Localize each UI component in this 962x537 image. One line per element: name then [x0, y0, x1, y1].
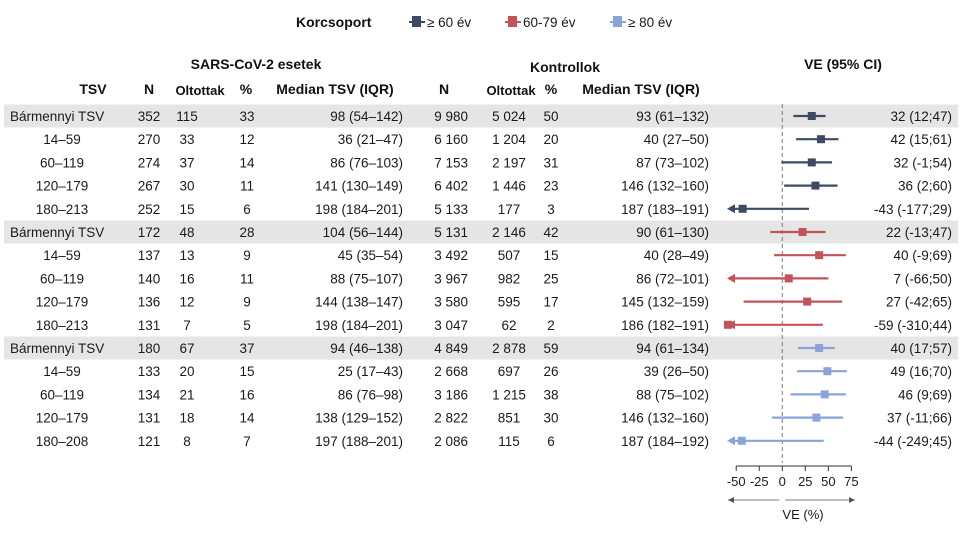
cell-vaccinated-cases: 67: [179, 341, 195, 356]
cell-vaccinated-controls: 1 204: [492, 132, 526, 148]
ci-mark: [727, 204, 809, 213]
cell-tsv: Bármennyi TSV: [10, 341, 105, 356]
cell-median-cases: 138 (129–152): [315, 410, 403, 426]
column-headers: [79, 56, 882, 98]
header-ve: VE (95% CI): [804, 56, 882, 72]
cell-tsv: 180–213: [35, 201, 89, 217]
cell-ve-ci: 7 (-66;50): [893, 271, 952, 287]
header-median-controls: Median TSV (IQR): [582, 81, 700, 97]
cell-vaccinated-controls: 697: [497, 364, 521, 380]
table-row: [36, 202, 952, 217]
cell-tsv: 60–119: [39, 387, 85, 403]
point-estimate: [739, 205, 747, 213]
point-estimate: [724, 321, 732, 329]
cell-vaccinated-controls: 2 197: [492, 155, 526, 171]
cell-median-cases: 88 (75–107): [330, 271, 403, 287]
cell-vaccinated-cases: 7: [183, 317, 191, 333]
cell-median-controls: 146 (132–160): [621, 178, 709, 194]
cell-n-controls: 2 668: [434, 364, 468, 380]
cell-tsv: 60–119: [39, 155, 85, 171]
cell-pct-cases: 15: [239, 364, 255, 380]
cell-n-controls: 6 160: [434, 132, 468, 148]
point-estimate: [815, 344, 823, 352]
legend: [296, 14, 672, 30]
cell-pct-controls: 31: [543, 155, 559, 171]
cell-vaccinated-cases: 115: [176, 109, 198, 124]
cell-median-cases: 86 (76–103): [330, 155, 403, 171]
ci-mark: [774, 251, 846, 259]
cell-tsv: 60–119: [39, 271, 85, 287]
header-n-cases: N: [143, 81, 155, 97]
cell-n-controls: 9 980: [434, 109, 468, 124]
cell-pct-controls: 25: [543, 271, 559, 287]
cell-n-controls: 3 492: [434, 248, 468, 264]
cell-median-controls: 146 (132–160): [621, 410, 709, 426]
cell-vaccinated-cases: 30: [179, 178, 195, 194]
cell-n-controls: 6 402: [434, 178, 468, 194]
cell-n-cases: 274: [137, 155, 161, 171]
cell-vaccinated-controls: 851: [497, 410, 521, 426]
cell-tsv: Bármennyi TSV: [10, 225, 105, 240]
cell-median-cases: 36 (21–47): [337, 132, 403, 148]
x-axis-label: VE (%): [782, 507, 824, 522]
arrow-head-left: [728, 497, 734, 503]
cell-pct-controls: 38: [543, 387, 559, 403]
legend-label: ≥ 60 év: [427, 15, 472, 30]
x-tick-label: 0: [778, 474, 786, 489]
cell-ve-ci: 40 (-9;69): [893, 248, 952, 264]
cell-n-controls: 7 153: [434, 155, 468, 171]
cell-vaccinated-cases: 21: [179, 387, 195, 403]
ci-arrow: [727, 204, 735, 213]
cell-tsv: 180–213: [35, 317, 89, 333]
legend-swatch: [508, 16, 517, 27]
cell-vaccinated-cases: 8: [183, 433, 191, 449]
cell-median-controls: 87 (73–102): [636, 155, 709, 171]
cell-vaccinated-controls: 1 446: [492, 178, 526, 194]
cell-n-cases: 267: [137, 178, 161, 194]
cell-vaccinated-cases: 16: [179, 271, 195, 287]
cell-pct-cases: 11: [239, 271, 255, 287]
ci-mark: [796, 135, 838, 143]
cell-vaccinated-cases: 37: [179, 155, 195, 171]
cell-pct-controls: 23: [543, 178, 559, 194]
x-tick-label: 25: [798, 474, 813, 489]
cell-ve-ci: 27 (-42;65): [885, 294, 952, 310]
cell-n-cases: 252: [137, 201, 161, 217]
ci-mark: [784, 182, 837, 190]
x-tick-label: 75: [844, 474, 859, 489]
cell-median-controls: 93 (61–132): [636, 109, 709, 124]
cell-n-cases: 172: [137, 225, 161, 240]
cell-median-cases: 104 (56–144): [322, 225, 403, 240]
cell-pct-cases: 6: [243, 201, 251, 217]
ci-mark: [772, 414, 843, 422]
cell-median-controls: 187 (184–192): [621, 433, 709, 449]
cell-ve-ci: 49 (16;70): [890, 364, 952, 380]
cell-median-cases: 98 (54–142): [330, 109, 403, 124]
cell-median-cases: 141 (130–149): [315, 178, 403, 194]
point-estimate: [785, 274, 793, 282]
cell-pct-cases: 7: [243, 433, 251, 449]
header-cases-group: SARS-CoV-2 esetek: [190, 56, 322, 72]
cell-n-controls: 2 086: [434, 433, 468, 449]
cell-pct-cases: 14: [239, 155, 255, 171]
cell-pct-controls: 59: [543, 341, 559, 356]
ci-mark: [727, 274, 828, 283]
x-tick-label: -50: [726, 474, 746, 489]
arrow-head-right: [849, 497, 855, 503]
ci-mark: [744, 298, 843, 306]
cell-median-cases: 144 (138–147): [315, 294, 403, 310]
cell-tsv: Bármennyi TSV: [10, 109, 105, 124]
cell-vaccinated-controls: 2 878: [492, 341, 526, 356]
cell-ve-ci: 36 (2;60): [897, 178, 952, 194]
cell-median-controls: 40 (28–49): [643, 248, 709, 264]
cell-median-controls: 86 (72–101): [636, 271, 709, 287]
x-axis: [727, 466, 859, 503]
cell-vaccinated-controls: 982: [497, 271, 521, 287]
cell-vaccinated-controls: 177: [497, 201, 521, 217]
cell-n-controls: 3 186: [434, 387, 468, 403]
ci-arrow: [727, 436, 735, 445]
cell-pct-cases: 37: [239, 341, 255, 356]
header-median-cases: Median TSV (IQR): [276, 81, 394, 97]
cell-ve-ci: 46 (9;69): [897, 387, 952, 403]
cell-pct-controls: 15: [543, 248, 559, 264]
x-tick-label: 50: [821, 474, 836, 489]
cell-median-cases: 198 (184–201): [315, 201, 403, 217]
cell-median-controls: 187 (183–191): [621, 201, 709, 217]
cell-pct-controls: 42: [543, 225, 559, 240]
cell-pct-cases: 11: [239, 178, 255, 194]
cell-pct-controls: 30: [543, 410, 559, 426]
point-estimate: [808, 112, 816, 120]
cell-pct-controls: 17: [543, 294, 559, 310]
cell-median-controls: 40 (27–50): [643, 132, 709, 148]
cell-pct-cases: 9: [243, 294, 251, 310]
cell-median-controls: 145 (132–159): [621, 294, 709, 310]
cell-vaccinated-controls: 595: [497, 294, 521, 310]
cell-tsv: 120–179: [35, 178, 89, 194]
cell-vaccinated-cases: 20: [179, 364, 195, 380]
cell-vaccinated-cases: 12: [179, 294, 195, 310]
point-estimate: [799, 228, 807, 236]
cell-vaccinated-controls: 507: [497, 248, 521, 264]
ci-mark: [791, 390, 846, 398]
cell-pct-cases: 12: [239, 132, 255, 148]
cell-n-cases: 137: [137, 248, 161, 264]
point-estimate: [808, 158, 816, 166]
point-estimate: [817, 135, 825, 143]
cell-ve-ci: -43 (-177;29): [873, 201, 952, 217]
cell-n-cases: 352: [137, 109, 161, 124]
cell-ve-ci: -59 (-310;44): [873, 317, 952, 333]
ci-arrow: [727, 274, 735, 283]
cell-vaccinated-cases: 18: [179, 410, 195, 426]
cell-n-cases: 131: [137, 317, 161, 333]
cell-tsv: 14–59: [43, 132, 81, 148]
cell-pct-cases: 28: [239, 225, 255, 240]
cell-n-controls: 3 967: [434, 271, 468, 287]
cell-median-controls: 88 (75–102): [636, 387, 709, 403]
cell-n-cases: 136: [137, 294, 161, 310]
cell-n-cases: 134: [137, 387, 161, 403]
cell-tsv: 120–179: [35, 294, 89, 310]
point-estimate: [811, 182, 819, 190]
ci-marks: [724, 112, 847, 445]
cell-ve-ci: 37 (-11;66): [886, 410, 952, 426]
legend-items: [409, 15, 672, 30]
cell-median-cases: 25 (17–43): [337, 364, 403, 380]
cell-n-cases: 140: [137, 271, 161, 287]
point-estimate: [803, 298, 811, 306]
cell-ve-ci: 32 (12;47): [890, 109, 952, 124]
cell-n-controls: 5 131: [434, 225, 468, 240]
cell-tsv: 14–59: [43, 248, 81, 264]
point-estimate: [815, 251, 823, 259]
cell-vaccinated-cases: 33: [179, 132, 195, 148]
cell-ve-ci: 40 (17;57): [890, 341, 952, 356]
ci-mark: [724, 320, 823, 329]
cell-pct-controls: 2: [547, 317, 555, 333]
cell-n-controls: 4 849: [434, 341, 468, 356]
cell-ve-ci: 32 (-1;54): [893, 155, 952, 171]
cell-median-cases: 198 (184–201): [315, 317, 403, 333]
x-tick-label: -25: [749, 474, 769, 489]
ci-mark: [727, 436, 824, 445]
cell-ve-ci: 42 (15;61): [890, 132, 952, 148]
point-estimate: [823, 367, 831, 375]
cell-n-controls: 2 822: [434, 410, 468, 426]
cell-n-controls: 3 580: [434, 294, 468, 310]
cell-pct-cases: 33: [239, 109, 255, 124]
cell-pct-controls: 20: [543, 132, 559, 148]
cell-median-controls: 90 (61–130): [636, 225, 709, 240]
cell-n-cases: 131: [137, 410, 161, 426]
cell-vaccinated-controls: 5 024: [492, 109, 526, 124]
header-vaccinated-controls: Oltottak: [486, 83, 536, 98]
legend-title: Korcsoport: [296, 14, 372, 30]
cell-ve-ci: 22 (-13;47): [885, 225, 952, 240]
cell-tsv: 120–179: [35, 410, 89, 426]
cell-median-controls: 186 (182–191): [621, 317, 709, 333]
cell-n-cases: 180: [137, 341, 161, 356]
cell-pct-controls: 50: [543, 109, 559, 124]
cell-median-controls: 94 (61–134): [636, 341, 709, 356]
cell-n-cases: 121: [137, 433, 161, 449]
cell-pct-cases: 9: [243, 248, 251, 264]
ci-mark: [797, 367, 847, 375]
header-vaccinated-cases: Oltottak: [175, 83, 225, 98]
cell-vaccinated-cases: 48: [179, 225, 195, 240]
cell-median-cases: 86 (76–98): [337, 387, 403, 403]
cell-n-cases: 133: [137, 364, 161, 380]
cell-n-controls: 3 047: [434, 317, 468, 333]
cell-n-cases: 270: [137, 132, 161, 148]
header-pct-cases: %: [239, 81, 253, 97]
point-estimate: [738, 437, 746, 445]
legend-swatch: [412, 16, 421, 27]
header-pct-controls: %: [544, 81, 558, 97]
legend-swatch: [613, 16, 622, 27]
header-controls-group: Kontrollok: [530, 59, 600, 75]
cell-n-controls: 5 133: [434, 201, 468, 217]
cell-vaccinated-controls: 115: [498, 433, 520, 449]
cell-median-controls: 39 (26–50): [643, 364, 709, 380]
legend-label: ≥ 80 év: [628, 15, 673, 30]
header-tsv: TSV: [79, 81, 107, 97]
cell-vaccinated-cases: 13: [179, 248, 195, 264]
cell-pct-controls: 3: [547, 201, 555, 217]
cell-tsv: 180–208: [35, 433, 89, 449]
header-n-controls: N: [438, 81, 450, 97]
cell-pct-cases: 5: [243, 317, 251, 333]
ci-mark: [781, 158, 832, 166]
point-estimate: [821, 390, 829, 398]
cell-median-cases: 45 (35–54): [337, 248, 403, 264]
cell-vaccinated-controls: 1 215: [492, 387, 526, 403]
cell-median-cases: 197 (188–201): [315, 433, 403, 449]
point-estimate: [812, 414, 820, 422]
legend-label: 60-79 év: [523, 15, 576, 30]
cell-vaccinated-cases: 15: [179, 201, 195, 217]
cell-pct-controls: 26: [543, 364, 559, 380]
cell-pct-cases: 16: [239, 387, 255, 403]
cell-ve-ci: -44 (-249;45): [873, 433, 952, 449]
cell-vaccinated-controls: 62: [501, 317, 517, 333]
cell-vaccinated-controls: 2 146: [492, 225, 526, 240]
cell-tsv: 14–59: [43, 364, 81, 380]
cell-pct-cases: 14: [239, 410, 255, 426]
cell-pct-controls: 6: [547, 433, 555, 449]
cell-median-cases: 94 (46–138): [330, 341, 403, 356]
